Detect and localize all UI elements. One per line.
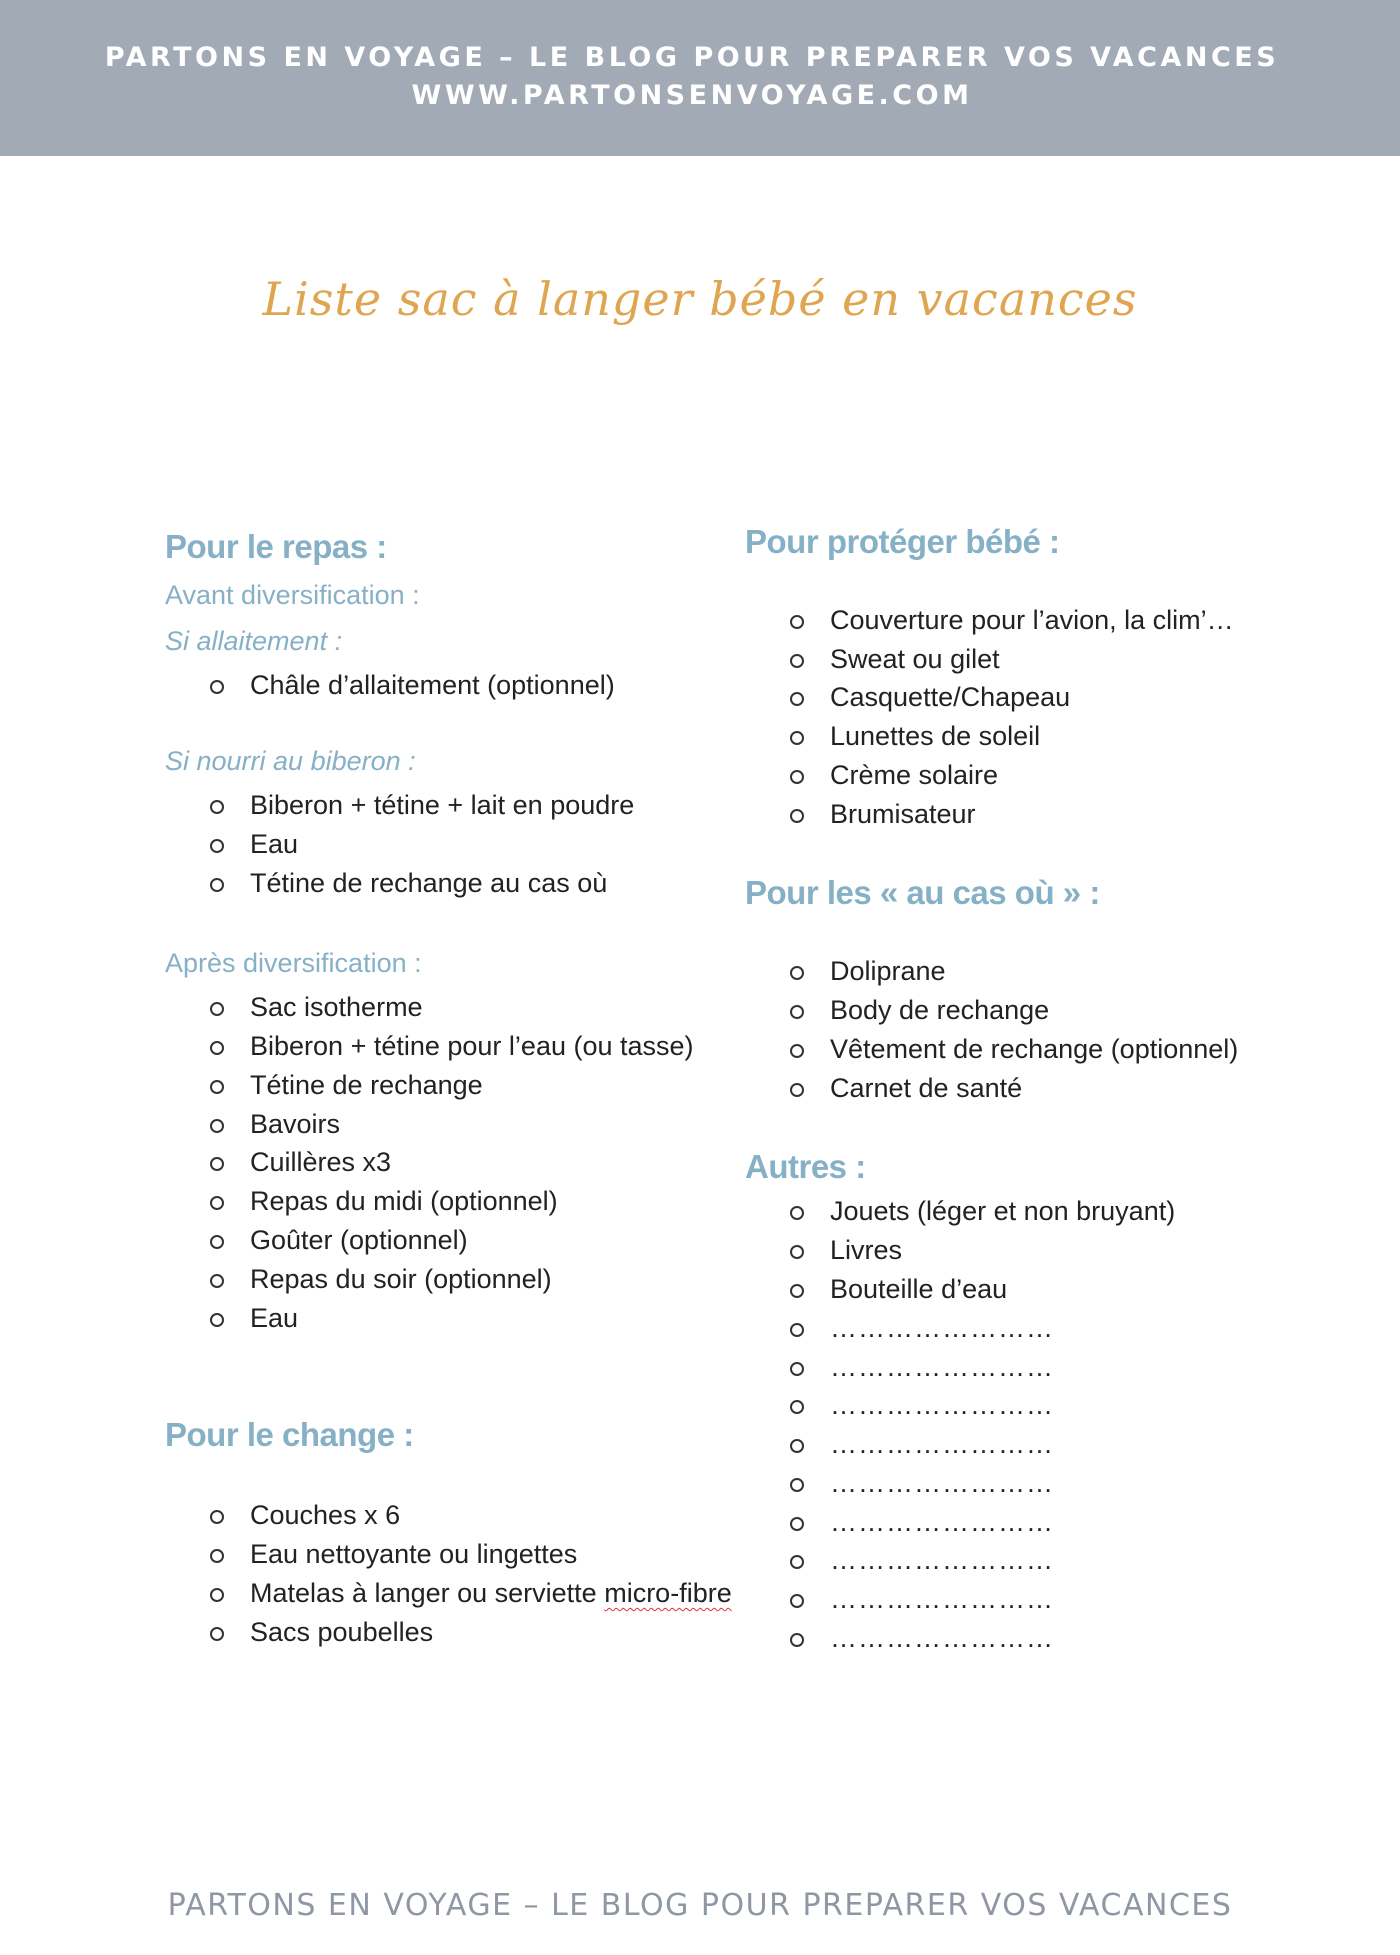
bullet-icon [210,1549,224,1563]
bullet-icon [790,1594,804,1608]
section-heading-autres: Autres : [745,1148,866,1185]
bullet-icon [790,1206,804,1220]
bullet-icon [790,654,804,668]
bullet-icon [790,615,804,629]
bullet-icon [790,966,804,980]
document-title: Liste sac à langer bébé en vacances [262,272,1138,326]
bullet-icon [210,1196,224,1210]
bullet-icon [790,1083,804,1097]
bullet-icon [790,809,804,823]
subheading-apres-diversification: Après diversification : [165,948,422,978]
bullet-icon [790,1323,804,1337]
bullet-icon [210,1119,224,1133]
bullet-icon [210,1041,224,1055]
section-heading-repas: Pour le repas : [165,528,387,565]
bullet-icon [210,1002,224,1016]
bullet-icon [790,1362,804,1376]
bullet-icon [790,1517,804,1531]
bullet-icon [210,1274,224,1288]
bullet-icon [790,692,804,706]
bullet-icon [790,731,804,745]
page-header [0,0,1400,156]
bullet-icon [790,1284,804,1298]
subheading-biberon: Si nourri au biberon : [165,746,416,776]
bullet-icon [210,1157,224,1171]
subheading-allaitement: Si allaitement : [165,626,343,656]
bullet-icon [210,839,224,853]
bullet-icon [790,1044,804,1058]
section-heading-change: Pour le change : [165,1416,414,1453]
header-website: WWW.PARTONSENVOYAGE.COM [411,80,973,111]
bullet-icon [790,1439,804,1453]
header-blog-name: PARTONS EN VOYAGE – LE BLOG POUR PREPARER VOS VACANCES [104,42,1280,73]
bullet-icon [790,1245,804,1259]
bullet-icon [210,800,224,814]
spellcheck-underlined-word: micro-fibre [604,1578,732,1608]
bullet-icon [210,1080,224,1094]
bullet-icon [790,1478,804,1492]
bullet-icon [210,1627,224,1641]
bullet-icon [790,1400,804,1414]
page-footer: PARTONS EN VOYAGE – LE BLOG POUR PREPARER VOS VACANCES [167,1888,1233,1923]
bullet-icon [790,1633,804,1647]
bullet-icon [790,770,804,784]
section-heading-au-cas-ou: Pour les « au cas où » : [745,874,1100,911]
bullet-icon [210,680,224,694]
bullet-icon [210,1510,224,1524]
bullet-icon [790,1555,804,1569]
bullet-icon [210,1313,224,1327]
bullet-icon [210,878,224,892]
subheading-avant-diversification: Avant diversification : [165,580,420,610]
bullet-icon [790,1005,804,1019]
bullet-icon [210,1588,224,1602]
bullet-icon [210,1235,224,1249]
section-heading-proteger: Pour protéger bébé : [745,523,1060,560]
